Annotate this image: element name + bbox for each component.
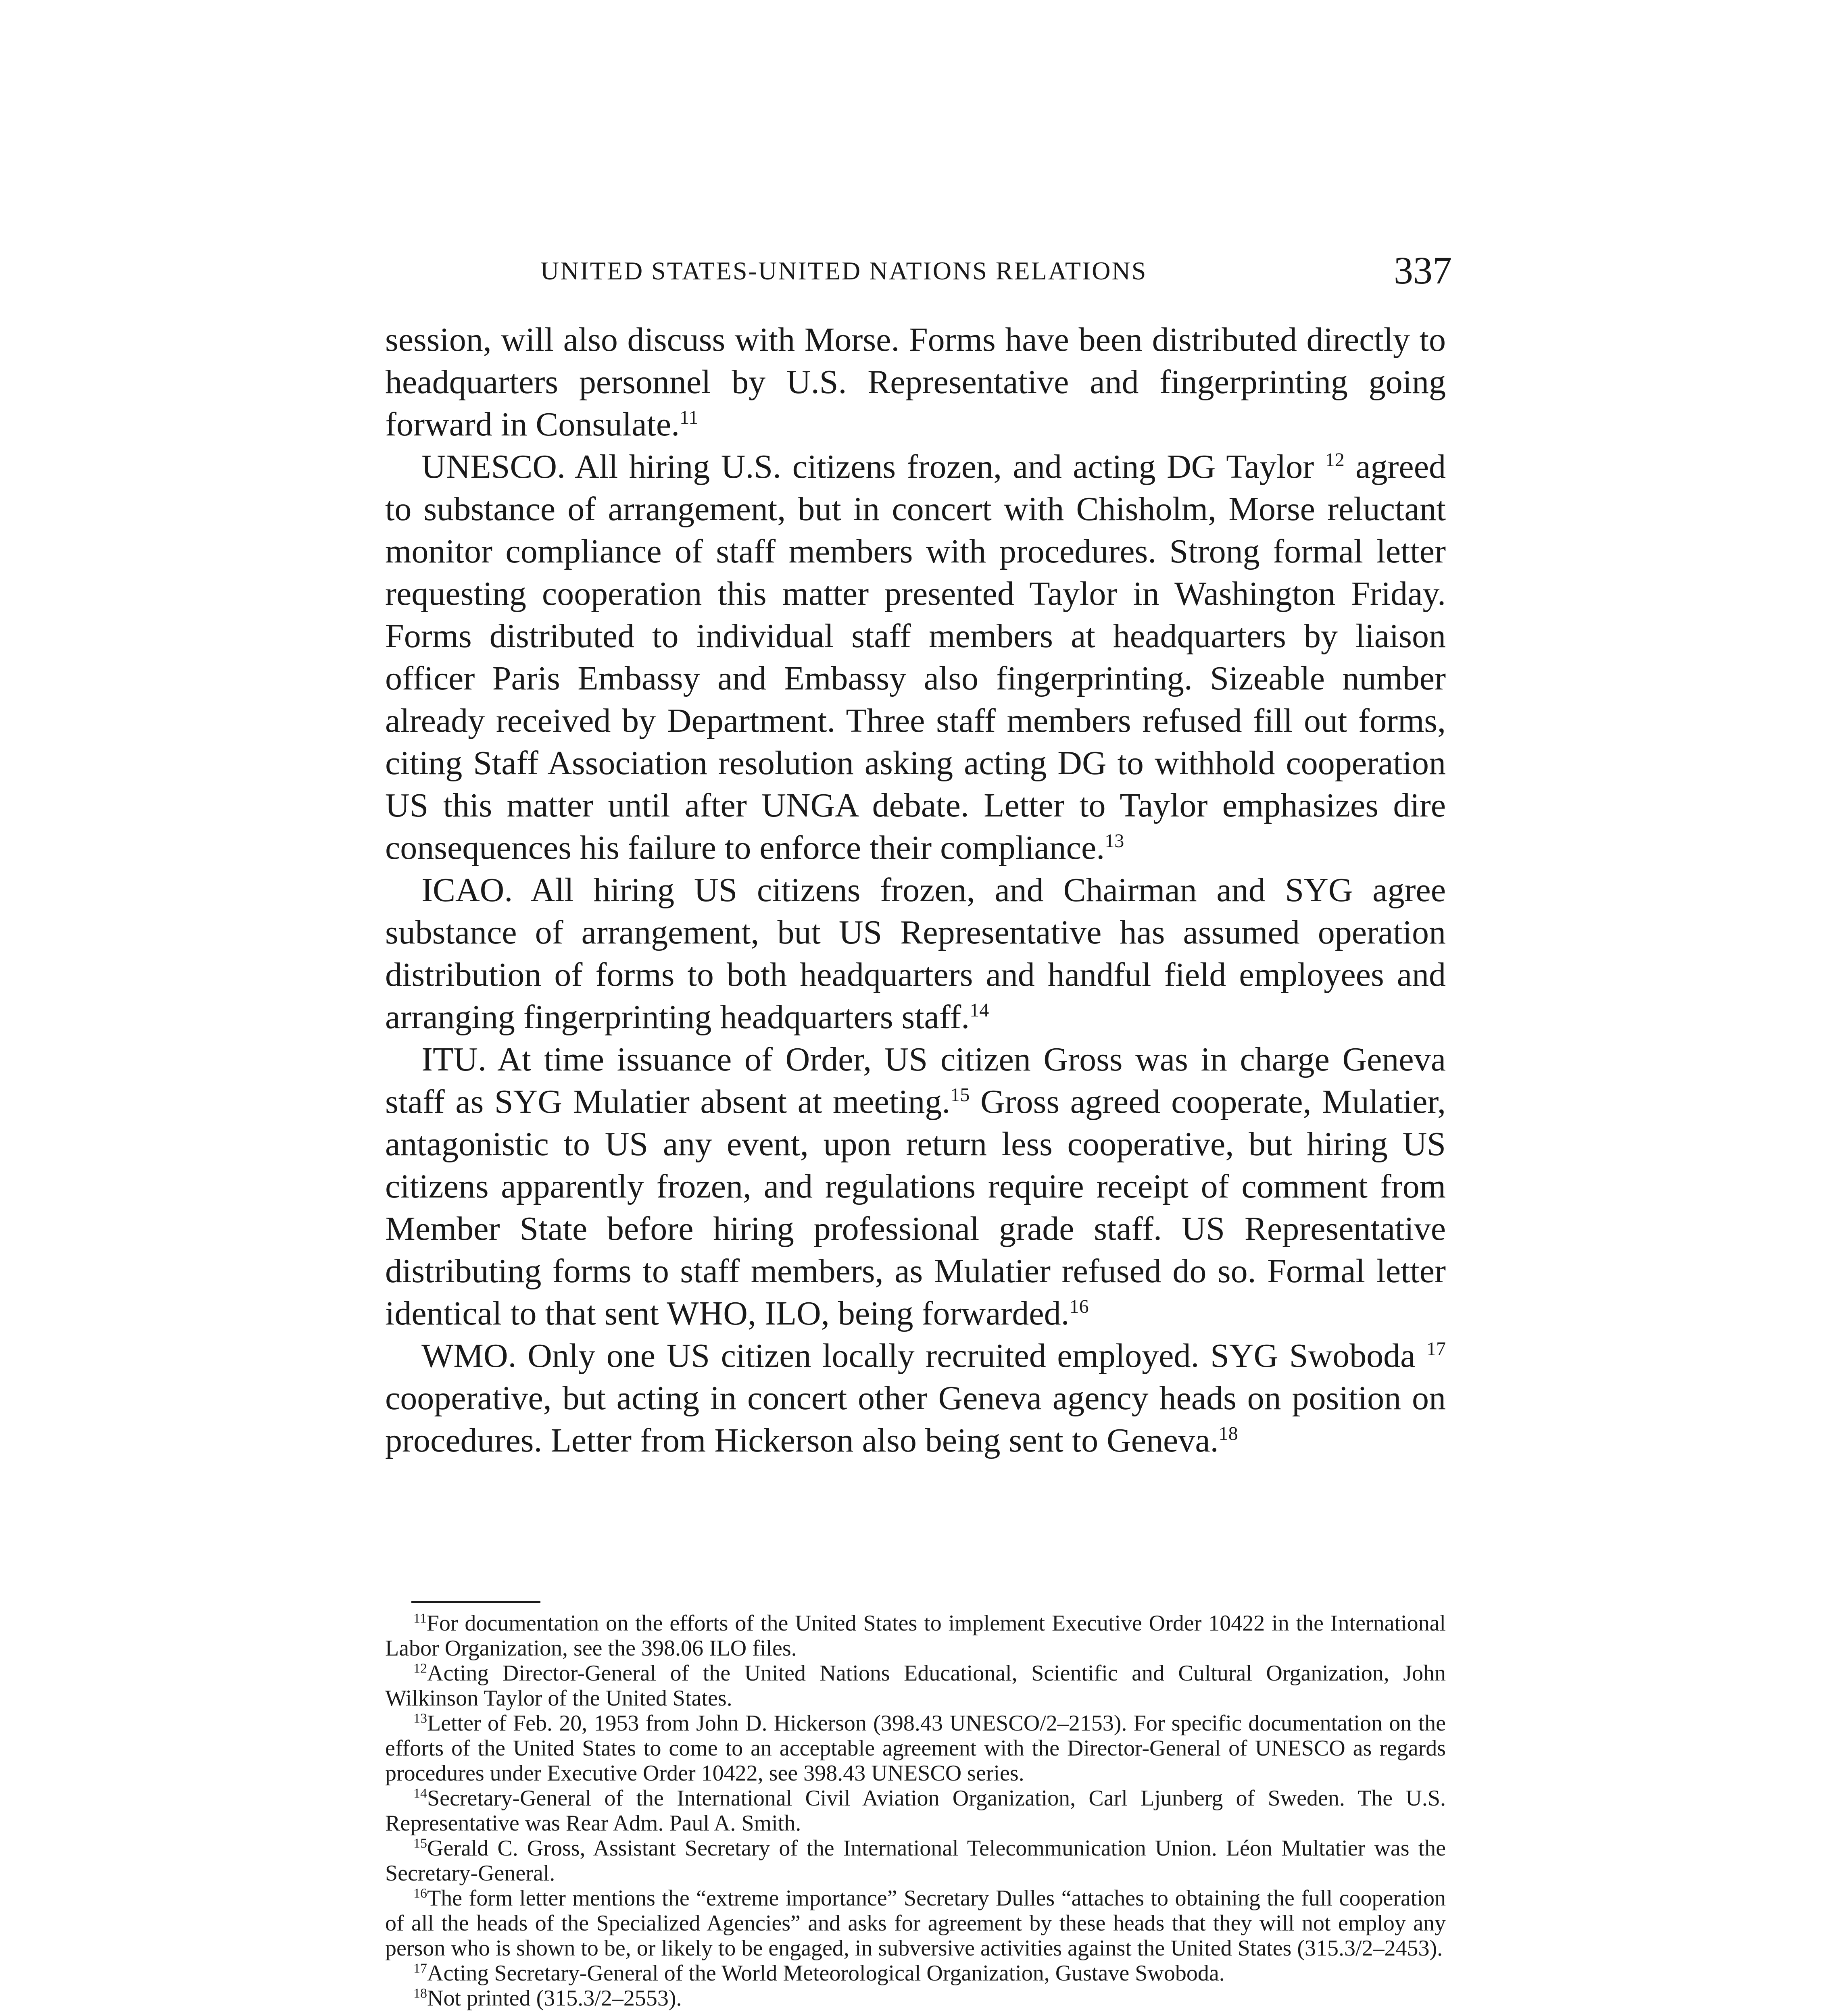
footnote-ref: 15	[950, 1084, 970, 1106]
footnote-item	[385, 1711, 1446, 1786]
paragraph-wmo	[385, 1335, 1446, 1462]
footnote-item	[385, 1661, 1446, 1711]
paragraph-unesco	[385, 446, 1446, 869]
footnote-item	[385, 1836, 1446, 1886]
footnote-ref: 12	[1325, 449, 1345, 471]
footnote-number: 14	[413, 1786, 427, 1801]
footnote-ref: 11	[680, 407, 699, 428]
paragraph-text: WMO. Only one US citizen locally recruited employed. SYG Swoboda	[421, 1337, 1416, 1375]
footnote-number: 17	[413, 1961, 427, 1976]
page-number: 337	[1394, 249, 1452, 292]
footnote-ref: 14	[970, 1000, 989, 1021]
paragraph-text-cont: agreed to substance of arrangement, but in concert with Chisholm, Morse reluctant monitor compliance of staff members with procedures. Strong formal letter requesting cooperation this matter presented Taylor in Washington Friday. Forms distributed to individual staff members at headquarters by liaison officer Paris Embassy and Embassy also fingerprinting. Sizeable number already received by Department. Three staff members refused fill out forms, citing Staff Association resolution asking acting DG to withhold cooperation US this matter until after UNGA debate. Letter to Taylor emphasizes dire consequences his failure to enforce their compliance.	[385, 448, 1446, 866]
footnote-text: Acting Director-General of the United Nations Educational, Scientific and Cultural Organization, John Wilkinson Taylor of the United States.	[385, 1661, 1446, 1711]
footnote-number: 12	[413, 1661, 427, 1676]
paragraph-icao	[385, 869, 1446, 1038]
footnote-item	[385, 1961, 1446, 1986]
footnote-text: Acting Secretary-General of the World Meteorological Organization, Gustave Swoboda.	[427, 1961, 1225, 1986]
footnotes	[385, 1611, 1446, 2011]
footnote-number: 18	[413, 1986, 427, 2001]
footnote-text: The form letter mentions the “extreme importance” Secretary Dulles “attaches to obtaining the full cooperation of all the heads of the Specialized Agencies” and asks for agreement by these heads that they will not employ any person who is shown to be, or likely to be engaged, in subversive activities against the United States (315.3/2–2453).	[385, 1886, 1446, 1961]
paragraph-text: session, will also discuss with Morse. Forms have been distributed directly to headquarters personnel by U.S. Representative and fingerprinting going forward in Consulate.	[385, 321, 1446, 443]
footnote-ref: 18	[1218, 1423, 1238, 1444]
footnote-ref: 13	[1105, 830, 1124, 852]
footnote-text: For documentation on the efforts of the United States to implement Executive Order 10422 in the International Labor Organization, see the 398.06 ILO files.	[385, 1611, 1446, 1661]
footnote-number: 13	[413, 1711, 427, 1726]
footnote-ref: 17	[1426, 1338, 1446, 1360]
footnote-item	[385, 1986, 1446, 2011]
paragraph-text: UNESCO. All hiring U.S. citizens frozen, and acting DG Taylor	[421, 448, 1314, 485]
paragraph-itu	[385, 1038, 1446, 1335]
footnote-item	[385, 1611, 1446, 1661]
footnote-ref: 16	[1069, 1296, 1089, 1317]
footnote-number: 11	[413, 1611, 427, 1626]
paragraph-text-cont: cooperative, but acting in concert other Geneva agency heads on position on procedures. Letter from Hickerson also being sent to Geneva.	[385, 1379, 1446, 1459]
paragraph-text: ITU. At time issuance of Order, US citizen Gross was in charge Geneva staff as SYG Mulatier absent at meeting.	[385, 1041, 1446, 1120]
running-title: UNITED STATES-UNITED NATIONS RELATIONS	[540, 256, 1147, 285]
footnote-number: 15	[413, 1836, 427, 1851]
footnote-item	[385, 1886, 1446, 1961]
paragraph-text: ICAO. All hiring US citizens frozen, and Chairman and SYG agree substance of arrangement, but US Representative has assumed operation distribution of forms to both headquarters and handful field employees and arranging fingerprinting headquarters staff.	[385, 871, 1446, 1036]
body-text	[385, 319, 1446, 1462]
footnote-text: Secretary-General of the International Civil Aviation Organization, Carl Ljunberg of Sweden. The U.S. Representative was Rear Adm. Paul A. Smith.	[385, 1786, 1446, 1836]
footnote-rule	[411, 1601, 540, 1603]
footnote-text: Gerald C. Gross, Assistant Secretary of the International Telecommunication Union. Léon Multatier was the Secretary-General.	[385, 1836, 1446, 1886]
footnote-text: Letter of Feb. 20, 1953 from John D. Hickerson (398.43 UNESCO/2–2153). For specific documentation on the efforts of the United States to come to an acceptable agreement with the Director-General of UNESCO as regards procedures under Executive Order 10422, see 398.43 UNESCO series.	[385, 1711, 1446, 1786]
footnote-text: Not printed (315.3/2–2553).	[427, 1986, 682, 2011]
running-head	[387, 248, 1452, 292]
footnote-item	[385, 1786, 1446, 1836]
footnote-number: 16	[413, 1886, 427, 1901]
paragraph-text-cont: Gross agreed cooperate, Mulatier, antagonistic to US any event, upon return less cooperative, but hiring US citizens apparently frozen, and regulations require receipt of comment from Member State before hiring professional grade staff. US Representative distributing forms to staff members, as Mulatier refused do so. Formal letter identical to that sent WHO, ILO, being forwarded.	[385, 1083, 1446, 1332]
paragraph-session	[385, 319, 1446, 446]
